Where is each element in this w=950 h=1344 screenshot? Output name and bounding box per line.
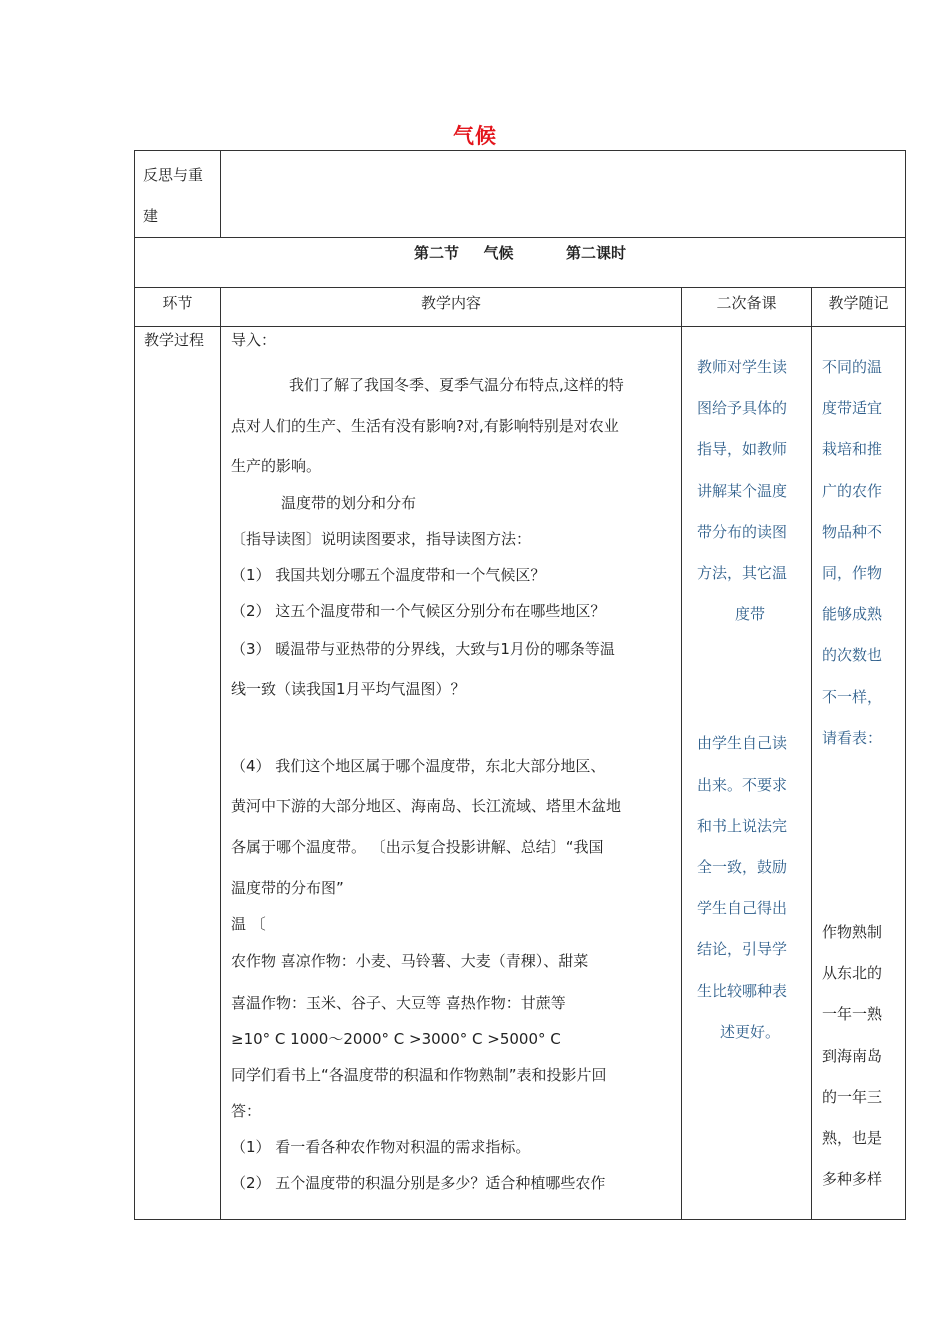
notes-line: 到海南岛 bbox=[822, 1046, 883, 1065]
header-second-prep: 二次备课 bbox=[682, 288, 812, 327]
header-notes: 教学随记 bbox=[812, 288, 906, 327]
notes-line: 熟，也是 bbox=[822, 1129, 883, 1148]
header-row bbox=[135, 288, 906, 327]
notes-line: 不同的温 bbox=[822, 358, 883, 376]
content-line: 喜温作物：玉米、谷子、大豆等 喜热作物：甘蔗等 bbox=[231, 994, 566, 1012]
notes-line: 栽培和推 bbox=[822, 440, 883, 459]
second-prep-line: 度带 bbox=[734, 605, 765, 624]
notes-line: 的次数也 bbox=[822, 646, 883, 665]
notes-line: 不一样， bbox=[822, 687, 883, 706]
content-line: 答： bbox=[231, 1102, 262, 1120]
second-prep-notes bbox=[682, 327, 812, 1220]
second-prep-line: 图给予具体的 bbox=[697, 399, 788, 418]
teaching-content bbox=[221, 327, 682, 1220]
second-prep-line: 讲解某个温度 bbox=[697, 481, 788, 500]
content-line: （3） 暖温带与亚热带的分界线，大致与1月份的哪条等温 bbox=[231, 640, 615, 658]
content-line: 温度带的分布图” bbox=[231, 879, 344, 897]
second-prep-line: 结论，引导学 bbox=[697, 940, 788, 959]
content-line: 黄河中下游的大部分地区、海南岛、长江流域、塔里木盆地 bbox=[231, 797, 622, 815]
content-line: （2） 这五个温度带和一个气候区分别分布在哪些地区？ bbox=[231, 602, 606, 620]
content-line: 各属于哪个温度带。 〔出示复合投影讲解、总结〕“我国 bbox=[231, 838, 604, 856]
content-line: 同学们看书上“各温度带的积温和作物熟制”表和投影片回 bbox=[231, 1066, 607, 1084]
notes-line: 的一年三 bbox=[822, 1087, 883, 1106]
content-line: （4） 我们这个地区属于哪个温度带，东北大部分地区、 bbox=[231, 757, 606, 775]
lesson-plan-table bbox=[134, 150, 906, 1220]
notes-line: 一年一熟 bbox=[822, 1005, 883, 1024]
reflection-label-line1: 反思与重 bbox=[143, 166, 204, 184]
second-prep-line: 教师对学生读 bbox=[697, 358, 788, 376]
second-prep-line: 述更好。 bbox=[719, 1022, 780, 1041]
notes-line: 能够成熟 bbox=[822, 605, 883, 624]
reflection-row bbox=[135, 151, 906, 238]
content-line: 农作物 喜凉作物：小麦、马铃薯、大麦（青稞）、甜菜 bbox=[231, 952, 589, 970]
second-prep-line: 全一致，鼓励 bbox=[697, 858, 788, 877]
content-line: （2） 五个温度带的积温分别是多少？适合种植哪些农作 bbox=[231, 1174, 606, 1192]
lesson-title bbox=[135, 238, 906, 288]
second-prep-line: 方法，其它温 bbox=[697, 564, 788, 583]
notes-line: 同，作物 bbox=[822, 564, 883, 583]
lesson-topic: 气候 bbox=[483, 244, 514, 262]
reflection-label bbox=[135, 151, 221, 238]
notes-line: 度带适宜 bbox=[822, 399, 883, 418]
notes-line: 请看表： bbox=[822, 728, 883, 747]
lesson-title-row bbox=[135, 238, 906, 288]
content-line: 点对人们的生产、生活有没有影响?对,有影响特别是对农业 bbox=[231, 417, 619, 435]
second-prep-line: 生比较哪种表 bbox=[697, 981, 788, 1000]
notes-line: 从东北的 bbox=[822, 964, 883, 983]
content-line: （1） 我国共划分哪五个温度带和一个气候区？ bbox=[231, 566, 546, 584]
notes-line: 多种多样 bbox=[822, 1170, 883, 1189]
page-title: 气候 bbox=[453, 124, 497, 148]
content-line: 温 〔 bbox=[231, 915, 266, 933]
content-line: 线一致（读我国1月平均气温图）？ bbox=[231, 680, 466, 698]
second-prep-line: 出来。不要求 bbox=[697, 775, 788, 794]
header-content: 教学内容 bbox=[221, 288, 682, 327]
lesson-section: 第二节 bbox=[414, 244, 460, 262]
notes-line: 广的农作 bbox=[822, 481, 883, 500]
content-line: （1） 看一看各种农作物对积温的需求指标。 bbox=[231, 1138, 531, 1156]
content-line: 温度带的划分和分布 bbox=[281, 494, 417, 512]
reflection-content[interactable] bbox=[221, 151, 906, 238]
reflection-label-line2: 建 bbox=[143, 207, 159, 225]
second-prep-line: 由学生自己读 bbox=[697, 734, 788, 753]
content-line: 导入： bbox=[231, 331, 277, 349]
content-line: 我们了解了我国冬季、夏季气温分布特点,这样的特 bbox=[289, 376, 624, 394]
second-prep-line: 带分布的读图 bbox=[697, 522, 788, 541]
second-prep-line: 指导，如教师 bbox=[697, 440, 788, 459]
stage-label: 教学过程 bbox=[135, 327, 221, 1220]
notes-line: 作物熟制 bbox=[822, 923, 883, 942]
notes-line: 物品种不 bbox=[822, 522, 883, 541]
content-line: ≥10° C 1000～2000° C >3000° C >5000° C bbox=[231, 1030, 561, 1048]
teaching-notes bbox=[812, 327, 906, 1220]
process-row bbox=[135, 327, 906, 1220]
second-prep-line: 和书上说法完 bbox=[697, 816, 788, 835]
second-prep-line: 学生自己得出 bbox=[697, 899, 788, 918]
lesson-period: 第二课时 bbox=[565, 244, 626, 262]
header-stage: 环节 bbox=[135, 288, 221, 327]
content-line: 生产的影响。 bbox=[231, 457, 322, 475]
content-line: 〔指导读图〕说明读图要求，指导读图方法： bbox=[231, 530, 532, 548]
